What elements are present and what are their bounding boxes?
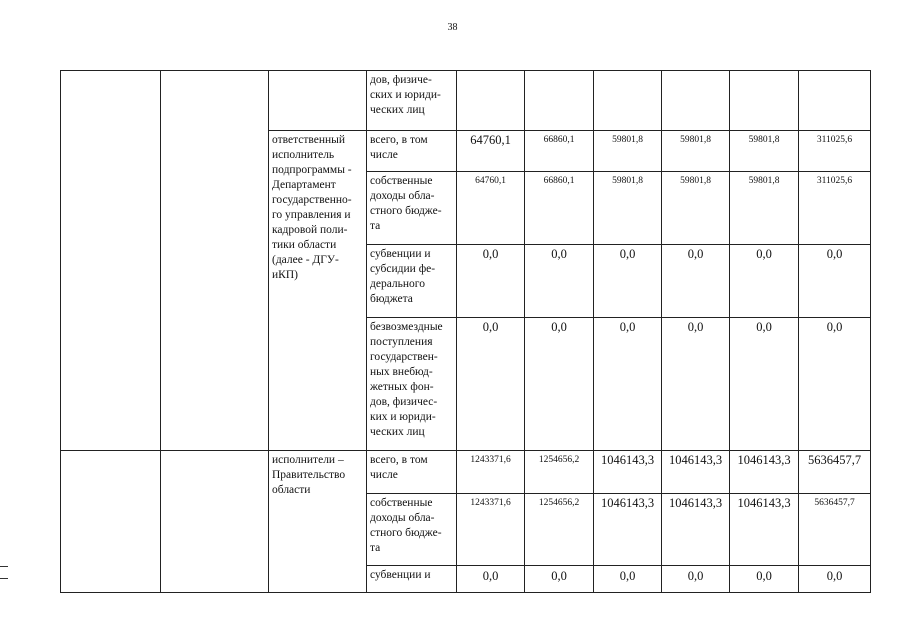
- value-cell: 59801,8: [594, 131, 662, 172]
- value-cell: 0,0: [525, 566, 594, 593]
- value-cell: 0,0: [594, 245, 662, 318]
- value-cell: 0,0: [799, 245, 871, 318]
- table-row: [61, 451, 871, 494]
- responsible-executor-cell: ответственный исполнитель подпрограммы - Департамент государственно- го управления и кадровой поли- тики области (далее - ДГУ- иКП): [269, 131, 367, 451]
- value-cell: 64760,1: [457, 172, 525, 245]
- value-cell: 0,0: [457, 566, 525, 593]
- executor-cell-empty: [269, 71, 367, 131]
- value-cell: 1254656,2: [525, 494, 594, 566]
- scan-edge-mark: [0, 566, 8, 567]
- value-cell: 0,0: [662, 566, 730, 593]
- value-cell: 1046143,3: [594, 494, 662, 566]
- value-cell: [730, 71, 799, 131]
- value-cell: 64760,1: [457, 131, 525, 172]
- funding-source-cell: дов, физиче- ских и юриди- ческих лиц: [367, 71, 457, 131]
- value-cell: 59801,8: [730, 172, 799, 245]
- subprogram-cell: [161, 71, 269, 451]
- table-row: [61, 71, 871, 131]
- value-cell: 66860,1: [525, 172, 594, 245]
- funding-source-cell: всего, в том числе: [367, 131, 457, 172]
- value-cell: 311025,6: [799, 131, 871, 172]
- value-cell: 311025,6: [799, 172, 871, 245]
- value-cell: [525, 71, 594, 131]
- funding-source-cell: субвенции и субсидии фе- дерального бюджета: [367, 245, 457, 318]
- value-cell: 0,0: [799, 318, 871, 451]
- scan-edge-mark: [0, 578, 8, 579]
- value-cell: 0,0: [594, 318, 662, 451]
- value-cell: 59801,8: [730, 131, 799, 172]
- value-cell: 1243371,6: [457, 494, 525, 566]
- value-cell: [594, 71, 662, 131]
- value-cell: 0,0: [730, 245, 799, 318]
- program-cell: [61, 71, 161, 451]
- government-executor-cell: исполнители – Правительство области: [269, 451, 367, 593]
- value-cell: 0,0: [594, 566, 662, 593]
- value-cell: 0,0: [457, 318, 525, 451]
- funding-source-cell: собственные доходы обла- стного бюдже- та: [367, 172, 457, 245]
- value-cell: 5636457,7: [799, 494, 871, 566]
- value-cell: 59801,8: [662, 172, 730, 245]
- value-cell: 0,0: [525, 245, 594, 318]
- budget-table: [60, 70, 871, 593]
- program-cell: [61, 451, 161, 593]
- value-cell: 5636457,7: [799, 451, 871, 494]
- value-cell: 0,0: [730, 318, 799, 451]
- funding-source-cell: всего, в том числе: [367, 451, 457, 494]
- subprogram-cell: [161, 451, 269, 593]
- value-cell: 1046143,3: [594, 451, 662, 494]
- funding-source-cell: субвенции и: [367, 566, 457, 593]
- value-cell: 59801,8: [594, 172, 662, 245]
- value-cell: [799, 71, 871, 131]
- value-cell: 66860,1: [525, 131, 594, 172]
- value-cell: 1254656,2: [525, 451, 594, 494]
- value-cell: 0,0: [662, 245, 730, 318]
- value-cell: 0,0: [525, 318, 594, 451]
- value-cell: 1243371,6: [457, 451, 525, 494]
- value-cell: 0,0: [799, 566, 871, 593]
- value-cell: [662, 71, 730, 131]
- value-cell: 59801,8: [662, 131, 730, 172]
- value-cell: 0,0: [662, 318, 730, 451]
- value-cell: 1046143,3: [730, 494, 799, 566]
- value-cell: 1046143,3: [662, 494, 730, 566]
- funding-source-cell: безвозмездные поступления государствен- ных внебюд- жетных фон- дов, физичес- ких и юриди- ческих лиц: [367, 318, 457, 451]
- value-cell: 1046143,3: [662, 451, 730, 494]
- funding-source-cell: собственные доходы обла- стного бюдже- та: [367, 494, 457, 566]
- value-cell: 0,0: [730, 566, 799, 593]
- page-number: 38: [447, 22, 458, 33]
- value-cell: 1046143,3: [730, 451, 799, 494]
- value-cell: 0,0: [457, 245, 525, 318]
- value-cell: [457, 71, 525, 131]
